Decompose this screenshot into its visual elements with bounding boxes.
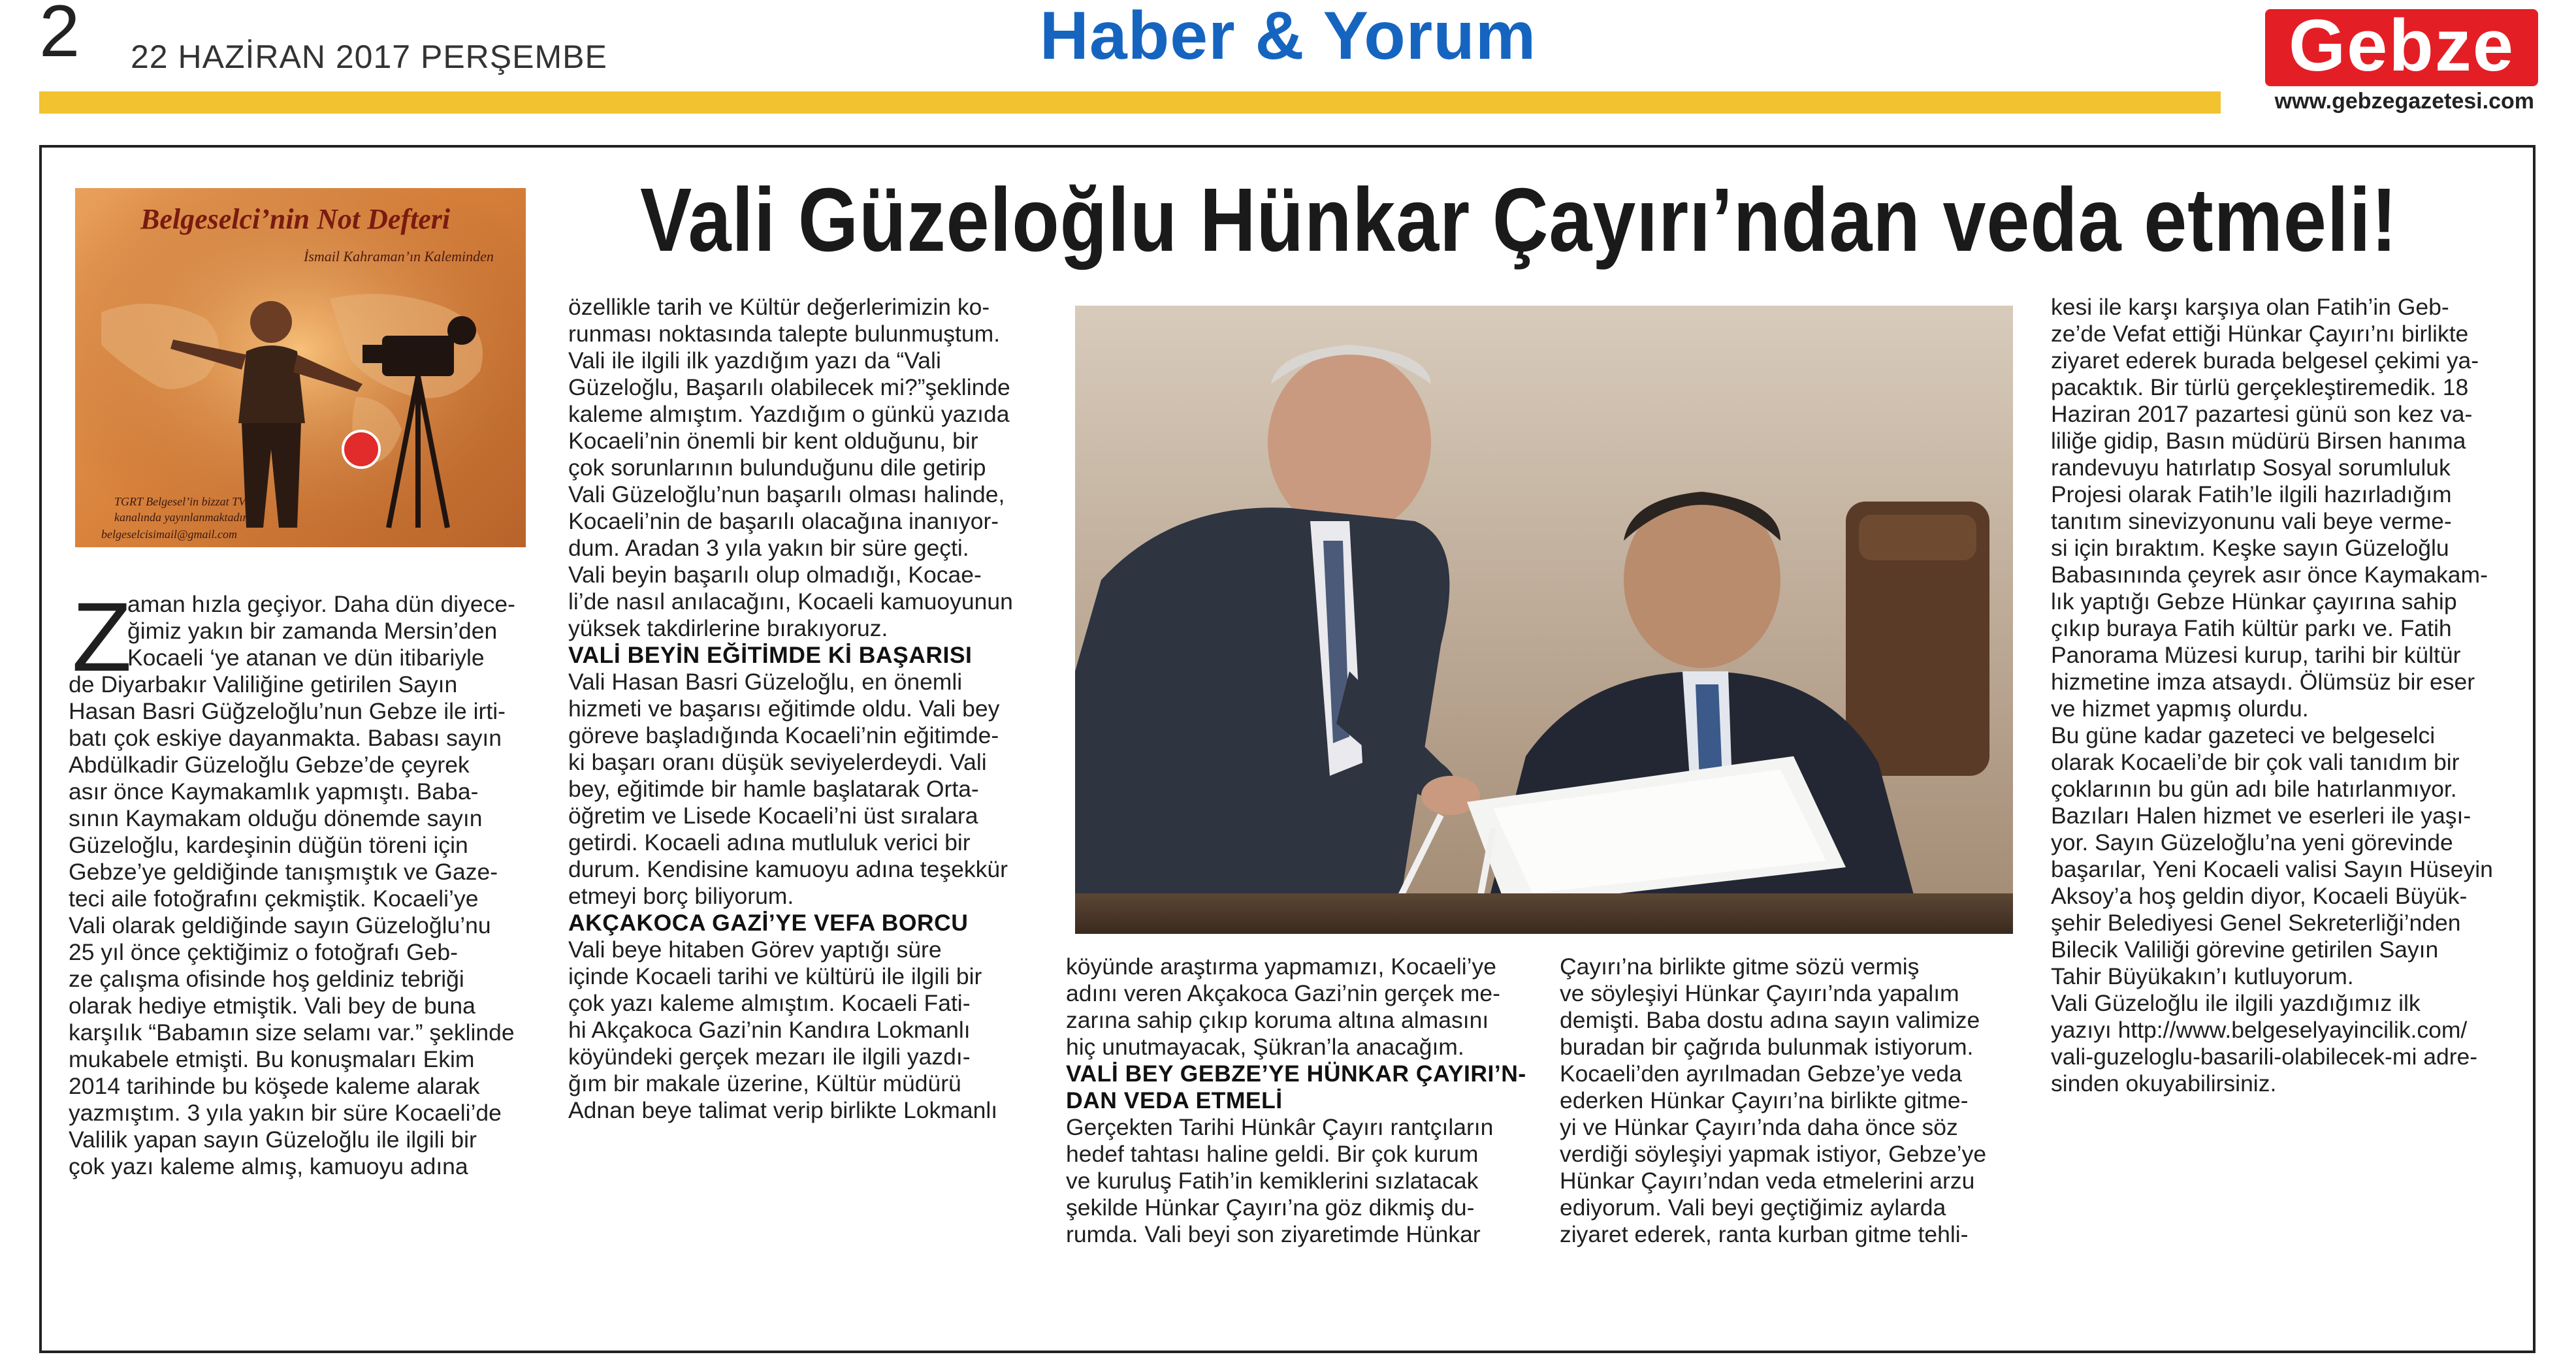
- text-line: mukabele etmişti. Bu konuşmaları Ekim: [69, 1046, 475, 1072]
- text-line: liliğe gidip, Basın müdürü Birsen hanıma: [2051, 428, 2466, 454]
- text-line: 25 yıl önce çektiğimiz o fotoğrafı Geb-: [69, 939, 458, 965]
- text-line: Projesi olarak Fatih’le ilgili hazırladığım: [2051, 481, 2452, 507]
- meeting-photo-illustration: [1075, 306, 2013, 934]
- columnist-photo-title: Belgeselci’nin Not Defteri: [140, 203, 451, 235]
- text-line: yazıyı http://www.belgeselyayincilik.com/: [2051, 1017, 2468, 1043]
- text-line: Abdülkadir Güzeloğlu Gebze’de çeyrek: [69, 752, 470, 778]
- text-line: yazmıştım. 3 yıla yakın bir süre Kocaeli’de: [69, 1100, 502, 1126]
- text-line: göreve başladığında Kocaeli’nin eğitimde-: [568, 722, 999, 748]
- text-line: asır önce Kaymakamlık yapmıştı. Baba-: [69, 778, 479, 805]
- text-line: Vali beye hitaben Görev yaptığı süre: [568, 936, 942, 963]
- text-line: öğretim ve Lisede Kocaeli’ni üst sıralara: [568, 803, 978, 829]
- issue-date: 22 HAZİRAN 2017 PERŞEMBE: [131, 39, 607, 75]
- logo-text: Gebze: [2288, 5, 2515, 86]
- text-line: tanıtım sinevizyonunu vali beye verme-: [2051, 508, 2452, 534]
- text-line: Tahir Büyükakın’ı kutluyorum.: [2051, 963, 2354, 989]
- text-line: si için bıraktım. Keşke sayın Güzeloğlu: [2051, 535, 2449, 561]
- text-line: çok yazı kaleme almış, kamuoyu adına: [69, 1153, 468, 1179]
- text-line: şekilde Hünkar Çayırı’na göz dikmiş du-: [1066, 1194, 1475, 1221]
- text-line: başarılar, Yeni Kocaeli valisi Sayın Hüseyin: [2051, 856, 2493, 882]
- subheading: AKÇAKOCA GAZİ’YE VEFA BORCU: [568, 910, 969, 936]
- text-line: Vali olarak geldiğinde sayın Güzeloğlu’nu: [69, 912, 491, 938]
- section-title: Haber & Yorum: [1039, 0, 1537, 74]
- text-line: ediyorum. Vali beyi geçtiğimiz aylarda: [1560, 1194, 1946, 1221]
- text-line: içinde Kocaeli tarihi ve kültürü ile ilgili bir: [568, 963, 982, 989]
- text-line: verdiği söyleşiyi yapmak istiyor, Gebze’ye: [1560, 1141, 1987, 1167]
- text-line: Bazıları Halen hizmet ve eserleri ile yaşı-: [2051, 803, 2471, 829]
- text-line: runması noktasında talepte bulunmuştum.: [568, 321, 1001, 347]
- text-line: teci aile fotoğrafını çekmiştik. Kocaeli’ye: [69, 886, 479, 912]
- text-line: ziyaret ederek, ranta kurban gitme tehli-: [1560, 1221, 1969, 1247]
- text-line: Bilecik Valiliği görevine getirilen Sayın: [2051, 936, 2439, 963]
- text-line: ve kuruluş Fatih’in kemiklerini sızlatacak: [1066, 1168, 1479, 1194]
- text-line: Valilik yapan sayın Güzeloğlu ile ilgili bir: [69, 1127, 477, 1153]
- text-line: sının Kaymakam olduğu dönemde sayın: [69, 805, 483, 831]
- text-line: aman hızla geçiyor. Daha dün diyece-: [127, 591, 515, 617]
- text-line: getirdi. Kocaeli adına mutluluk verici bir: [568, 829, 971, 855]
- text-line: Babasınında çeyrek asır önce Kaymakam-: [2051, 562, 2488, 588]
- text-line: zarına sahip çıkıp koruma altına almasını: [1066, 1007, 1489, 1033]
- text-line: Panorama Müzesi kurup, tarihi bir kültür: [2051, 642, 2461, 668]
- text-line: Haziran 2017 pazartesi günü son kez va-: [2051, 401, 2473, 427]
- text-line: hizmetine imza atsaydı. Ölümsüz bir eser: [2051, 669, 2475, 695]
- text-line: adını veren Akçakoca Gazi’nin gerçek me-: [1066, 980, 1500, 1006]
- text-line: vali-guzeloglu-basarili-olabilecek-mi adre-: [2051, 1044, 2478, 1070]
- subheading: VALİ BEYİN EĞİTİMDE Kİ BAŞARISI: [568, 642, 973, 668]
- text-line: ziyaret ederek burada belgesel çekimi ya-: [2051, 347, 2479, 374]
- columnist-email: belgeselcisimail@gmail.com: [101, 528, 238, 541]
- article-column-2: [568, 294, 1013, 1124]
- text-line: ki başarı oranı düşük seviyelerdeydi. Vali: [568, 749, 987, 775]
- text-line: de Diyarbakır Valiliğine getirilen Sayın: [69, 671, 458, 697]
- text-line: randevuyu hatırlatıp Sosyal sorumluluk: [2051, 455, 2451, 481]
- text-line: ve hizmet yapmış olurdu.: [2051, 695, 2309, 722]
- text-line: sinden okuyabilirsiniz.: [2051, 1070, 2277, 1096]
- text-line: batı çok eskiye dayanmakta. Babası sayın: [69, 725, 502, 751]
- text-line: Vali Güzeloğlu’nun başarılı olması halinde,: [568, 481, 1005, 507]
- article-column-1: [69, 591, 515, 1180]
- text-line: hi Akçakoca Gazi’nin Kandıra Lokmanlı: [568, 1017, 971, 1043]
- text-line: ze çalışma ofisinde hoş geldiniz tebriği: [69, 966, 464, 992]
- text-line: Vali beyin başarılı olup olmadığı, Kocae-: [568, 562, 982, 588]
- text-line: çoklarının bu gün adı bile hatırlanmıyor.: [2051, 776, 2457, 802]
- text-line: li’de nasıl anılacağını, Kocaeli kamuoyunun: [568, 588, 1013, 615]
- text-line: Kocaeli ‘ye atanan ve dün itibariyle: [127, 645, 485, 671]
- text-line: yüksek takdirlerine bırakıyoruz.: [568, 615, 888, 641]
- text-line: Kocaeli’nin de başarılı olacağına inanıyor-: [568, 508, 999, 534]
- text-line: çok yazı kaleme almıştım. Kocaeli Fati-: [568, 990, 971, 1016]
- text-line: demişti. Baba dostu adına sayın valimize: [1560, 1007, 1980, 1033]
- subheading: VALİ BEY GEBZE’YE HÜNKAR ÇAYIRI’N-: [1066, 1061, 1526, 1087]
- article-column-3: [1066, 953, 1526, 1248]
- text-line: çok sorunlarının bulunduğunu dile getirip: [568, 455, 986, 481]
- text-line: Vali Hasan Basri Güzeloğlu, en önemli: [568, 669, 963, 695]
- text-line: olarak Kocaeli’de bir çok vali tanıdım bir: [2051, 749, 2460, 775]
- article-column-5: [2051, 294, 2493, 1097]
- text-line: hizmeti ve başarısı eğitimde oldu. Vali bey: [568, 695, 1000, 722]
- text-line: ve söyleşiyi Hünkar Çayırı’nda yapalım: [1560, 980, 1959, 1006]
- text-line: çıkıp buraya Fatih kültür parkı ve. Fatih: [2051, 615, 2452, 641]
- text-line: buradan bir çağrıda bulunmak istiyorum.: [1560, 1034, 1974, 1060]
- website-url[interactable]: www.gebzegazetesi.com: [2274, 89, 2534, 114]
- text-line: Kocaeli’den ayrılmadan Gebze’ye veda: [1560, 1061, 1962, 1087]
- text-line: Aksoy’a hoş geldin diyor, Kocaeli Büyük-: [2051, 883, 2468, 909]
- text-line: bey, eğitimde bir hamle başlatarak Orta-: [568, 776, 979, 802]
- text-line: lık yaptığı Gebze Hünkar çayırına sahip: [2051, 588, 2457, 615]
- text-line: hiç unutmayacak, Şükran’la anacağım.: [1066, 1034, 1464, 1060]
- text-line: olarak hediye etmiştik. Vali bey de buna: [69, 993, 475, 1019]
- columnist-photo: [75, 188, 526, 547]
- text-line: Vali ile ilgili ilk yazdığım yazı da “Vali: [568, 347, 941, 374]
- text-line: şehir Belediyesi Genel Sekreterliği’nden: [2051, 910, 2461, 936]
- text-line: Güzeloğlu, kardeşinin düğün töreni için: [69, 832, 468, 858]
- text-line: ze’de Vefat ettiği Hünkar Çayırı’nı birlikte: [2051, 321, 2469, 347]
- text-line: özellikle tarih ve Kültür değerlerimizin ko-: [568, 294, 990, 320]
- text-line: Kocaeli’nin önemli bir kent olduğunu, bir: [568, 428, 978, 454]
- columnist-photo-subtitle: İsmail Kahraman’ın Kaleminden: [304, 248, 494, 264]
- text-line: Hasan Basri Güğzeloğlu’nun Gebze ile irti-: [69, 698, 506, 724]
- subheading: DAN VEDA ETMELİ: [1066, 1087, 1283, 1113]
- article-main-photo: [1075, 306, 2013, 934]
- text-line: kaleme almıştım. Yazdığım o günkü yazıda: [568, 401, 1010, 427]
- text-line: Bu güne kadar gazeteci ve belgeselci: [2051, 722, 2436, 748]
- text-line: hedef tahtası haline geldi. Bir çok kurum: [1066, 1141, 1479, 1167]
- drop-cap: Z: [72, 582, 132, 692]
- text-line: ğimiz yakın bir zamanda Mersin’den: [127, 618, 498, 644]
- page-number: 2: [39, 0, 80, 72]
- text-line: yi ve Hünkar Çayırı’nda daha önce söz: [1560, 1114, 1958, 1140]
- text-line: kesi ile karşı karşıya olan Fatih’in Geb-: [2051, 294, 2449, 320]
- text-line: Gerçekten Tarihi Hünkâr Çayırı rantçıların: [1066, 1114, 1494, 1140]
- text-line: pacaktık. Bir türlü gerçekleştiremedik. 18: [2051, 374, 2469, 400]
- text-line: Hünkar Çayırı’ndan veda etmelerini arzu: [1560, 1168, 1975, 1194]
- text-line: durum. Kendisine kamuoyu adına teşekkür: [568, 856, 1008, 882]
- article-column-4: [1560, 953, 1986, 1248]
- article-headline: Vali Güzeloğlu Hünkar Çayırı’ndan veda etmeli!: [640, 170, 2398, 270]
- text-line: köyünde araştırma yapmamızı, Kocaeli’ye: [1066, 953, 1497, 980]
- text-line: yor. Sayın Güzeloğlu’na yeni görevinde: [2051, 829, 2453, 855]
- text-line: Adnan beye talimat verip birlikte Lokmanlı: [568, 1097, 998, 1123]
- text-line: Güzeloğlu, Başarılı olabilecek mi?”şeklinde: [568, 374, 1010, 400]
- text-line: Gebze’ye geldiğinde tanışmıştık ve Gaze-: [69, 859, 498, 885]
- text-line: etmeyi borç biliyorum.: [568, 883, 794, 909]
- text-line: ğım bir makale üzerine, Kültür müdürü: [568, 1070, 961, 1096]
- text-line: dum. Aradan 3 yıla yakın bir süre geçti.: [568, 535, 969, 561]
- header-divider-bar: [39, 91, 2221, 114]
- text-line: Çayırı’na birlikte gitme sözü vermiş: [1560, 953, 1920, 980]
- columnist-photo-caption: TGRT Belgesel’in bizzat TV kanalında yayınlanmaktadır.: [114, 495, 249, 524]
- text-line: karşılık “Babamın size selamı var.” şeklinde: [69, 1019, 515, 1046]
- text-line: rumda. Vali beyi son ziyaretimde Hünkar: [1066, 1221, 1481, 1247]
- text-line: köyündeki gerçek mezarı ile ilgili yazdı-: [568, 1044, 971, 1070]
- text-line: Vali Güzeloğlu ile ilgili yazdığımız ilk: [2051, 990, 2421, 1016]
- text-line: 2014 tarihinde bu köşede kaleme alarak: [69, 1073, 480, 1099]
- text-line: ederken Hünkar Çayırı’na birlikte gitme-: [1560, 1087, 1969, 1113]
